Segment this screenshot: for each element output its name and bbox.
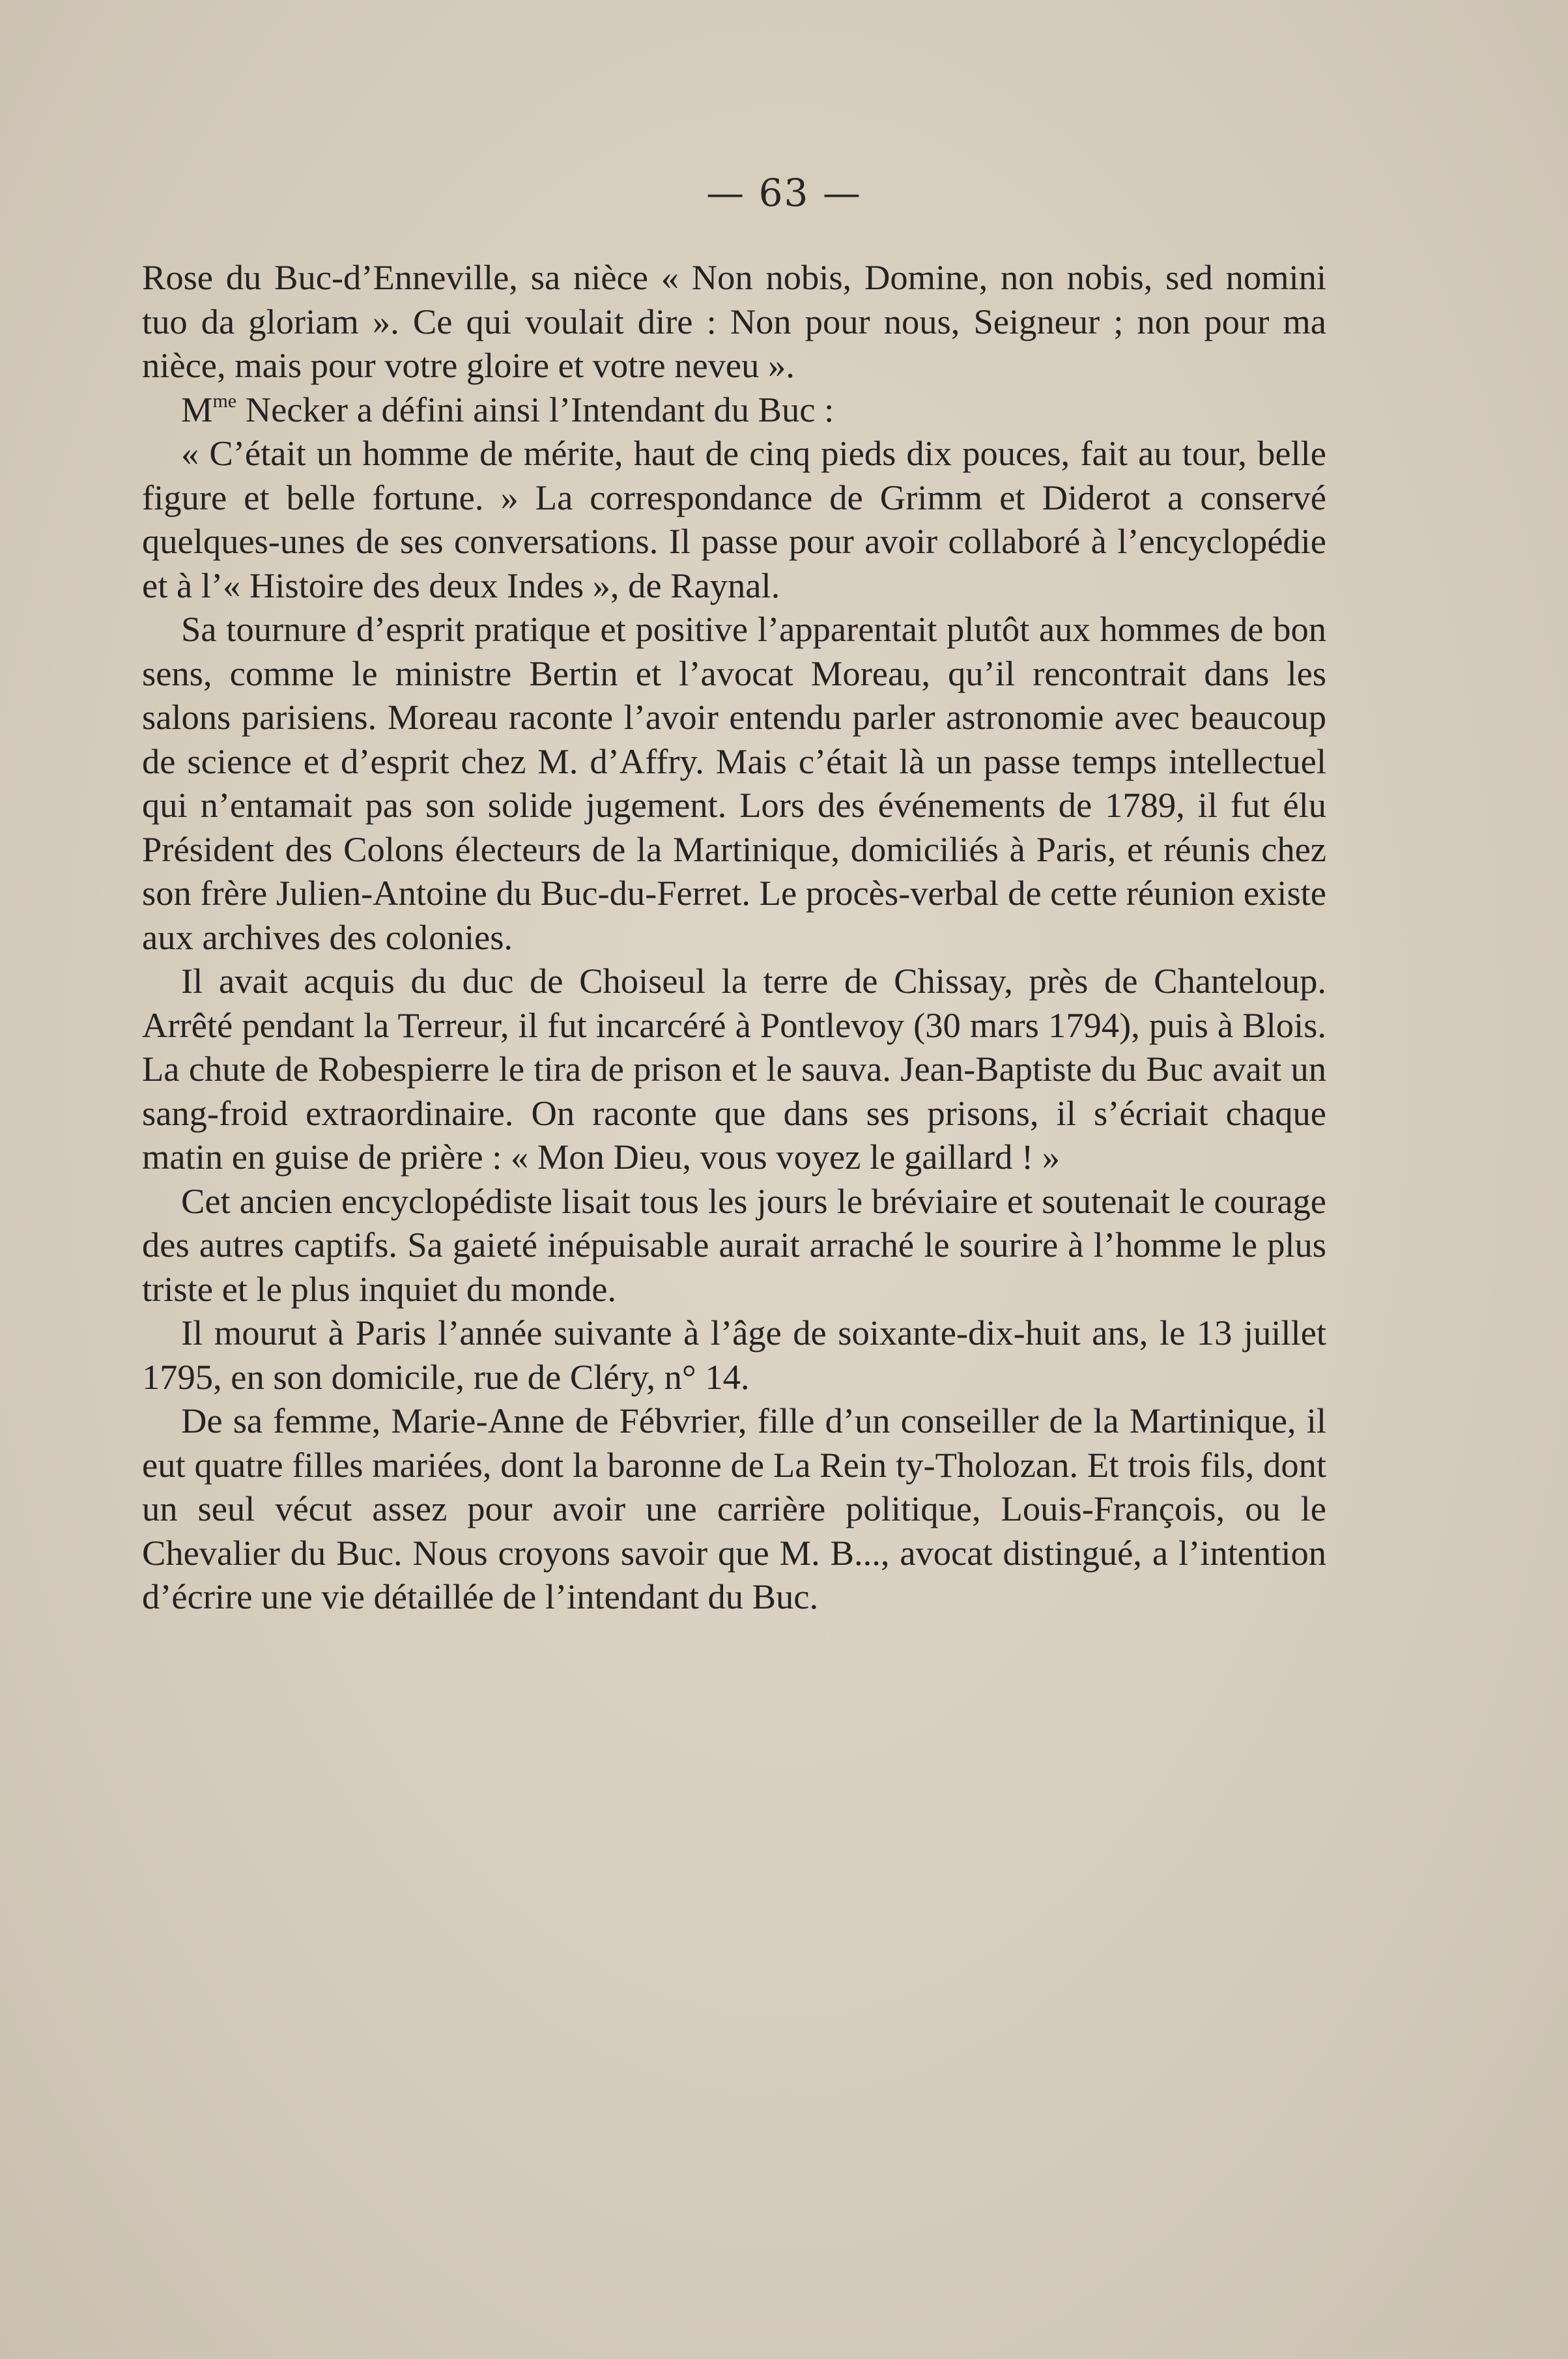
paragraph-1: Rose du Buc-d’Enneville, sa nièce « Non nobis, Domine, non nobis, sed nomini tuo da gloriam ». Ce qui voulait dire : Non pour nous, Seigneur ; non pour ma nièce, mais pour votre gloire et votre neveu ». xyxy=(142,257,1326,385)
paragraph-6: Cet ancien encyclopédiste lisait tous les jours le bréviaire et soutenait le courage des autres captifs. Sa gaieté inépuisable aurait arraché le sourire à l’homme le plus triste et le plus inquiet du monde. xyxy=(142,1180,1326,1309)
paragraph-2-text: Necker a défini ainsi l’Intendant du Buc : xyxy=(245,389,834,429)
paragraph-7: Il mourut à Paris l’année suivante à l’âge de soixante-dix-huit ans, le 13 juillet 1795, en son domicile, rue de Cléry, n° 14. xyxy=(142,1313,1326,1397)
paragraph-5: Il avait acquis du duc de Choiseul la terre de Chissay, près de Chanteloup. Arrêté pendant la Terreur, il fut incarcéré à Pontlevoy (30 mars 1794), puis à Blois. La chute de Robespierre le tira de prison et le sauva. Jean-Baptiste du Buc avait un sang-froid extraordinaire. On raconte que dans ses prisons, il s’écriait chaque matin en guise de prière : « Mon Dieu, vous voyez le gaillard ! » xyxy=(142,961,1326,1177)
paragraph-2 xyxy=(142,388,1326,432)
page-number: — 63 — xyxy=(706,171,862,215)
honorific-superscript: me xyxy=(212,390,237,412)
paragraph-4: Sa tournure d’esprit pratique et positive l’apparentait plutôt aux hommes de bon sens, comme le ministre Bertin et l’avocat Moreau, qu’il rencontrait dans les salons parisiens. Moreau raconte l’avoir entendu parler astronomie avec beaucoup de science et d’esprit chez M. d’Affry. Mais c’était là un passe temps intellectuel qui n’entamait pas son solide jugement. Lors des événements de 1789, il fut élu Président des Colons électeurs de la Martinique, domiciliés à Paris, et réunis chez son frère Julien-Antoine du Buc-du-Ferret. Le procès-verbal de cette réunion existe aux archives des colonies. xyxy=(142,609,1326,957)
honorific-base: M xyxy=(181,389,213,429)
paragraph-8: De sa femme, Marie-Anne de Fébvrier, fille d’un conseiller de la Martinique, il eut quatre filles mariées, dont la baronne de La Rein ty-Tholozan. Et trois fils, dont un seul vécut assez pour avoir une carrière politique, Louis-François, ou le Chevalier du Buc. Nous croyons savoir que M. B..., avocat distingué, a l’intention d’écrire une vie détaillée de l’intendant du Buc. xyxy=(142,1401,1326,1616)
body-text xyxy=(142,255,1326,1619)
paragraph-3: « C’était un homme de mérite, haut de cinq pieds dix pouces, fait au tour, belle figure et belle fortune. » La correspondance de Grimm et Diderot a conservé quelques-unes de ses conversations. Il passe pour avoir collaboré à l’encyclopédie et à l’« Histoire des deux Indes », de Raynal. xyxy=(142,433,1326,605)
